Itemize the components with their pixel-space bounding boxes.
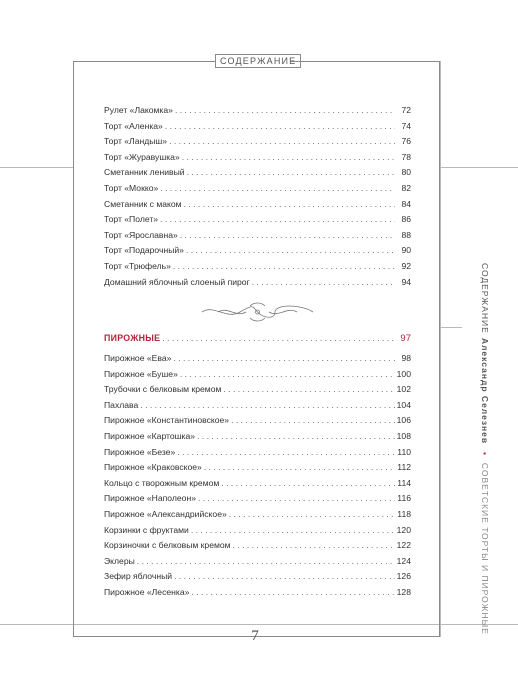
- toc-entry[interactable]: [104, 181, 411, 197]
- top-guide-line: [0, 167, 73, 168]
- toc-entry[interactable]: [104, 150, 411, 166]
- toc-entry-title: Торт «Ландыш»: [104, 136, 168, 147]
- leader-dots: [173, 259, 395, 275]
- toc-entry-title: Пирожное «Ева»: [104, 353, 172, 363]
- leader-dots: [186, 243, 395, 259]
- toc-entry-page: 104: [396, 399, 411, 410]
- toc-entry[interactable]: [104, 103, 411, 119]
- toc-entry-title: Пирожное «Краковское»: [104, 462, 202, 473]
- toc-entry[interactable]: [104, 243, 411, 259]
- toc-entry[interactable]: [104, 554, 411, 570]
- toc-entry-title: Торт «Мокко»: [104, 182, 159, 193]
- sidebar-separator: •: [480, 451, 490, 456]
- leader-dots: [174, 569, 395, 585]
- leader-dots: [191, 585, 394, 601]
- section-page: 97: [400, 333, 411, 344]
- leader-dots: [184, 197, 395, 213]
- leader-dots: [191, 523, 395, 539]
- leader-dots: [180, 228, 395, 244]
- toc-entry[interactable]: [104, 259, 411, 275]
- toc-pastries-list: [104, 351, 411, 601]
- toc-entry-page: 94: [401, 276, 411, 287]
- leader-dots: [198, 491, 395, 507]
- toc-entry[interactable]: [104, 491, 411, 507]
- toc-entry-page: 74: [401, 120, 411, 131]
- toc-entry[interactable]: [104, 165, 411, 181]
- leader-dots: [187, 165, 395, 181]
- leader-dots: [165, 119, 395, 135]
- toc-entry-page: 80: [401, 167, 411, 178]
- leader-dots: [177, 445, 395, 461]
- side-tick-line: [440, 327, 462, 328]
- toc-entry-title: Корзиночки с белковым кремом: [104, 540, 231, 551]
- leader-dots: [229, 507, 395, 523]
- toc-entry[interactable]: [104, 429, 411, 445]
- toc-entry-page: 86: [401, 214, 411, 225]
- toc-entry-title: Рулет «Лакомка»: [104, 105, 173, 115]
- toc-entry[interactable]: [104, 445, 411, 461]
- sidebar-section-label: СОДЕРЖАНИЕ: [480, 263, 490, 334]
- toc-entry-page: 110: [397, 446, 411, 457]
- toc-entry-title: Торт «Подарочный»: [104, 245, 184, 256]
- leader-dots: [160, 212, 395, 228]
- toc-entry-page: 78: [401, 151, 411, 162]
- section-title: ПИРОЖНЫЕ: [104, 333, 161, 343]
- sidebar-author-name: Александр Селезнев: [480, 338, 490, 445]
- leader-dots: [182, 150, 395, 166]
- toc-entry-title: Пирожное «Буше»: [104, 368, 178, 379]
- toc-entry[interactable]: [104, 228, 411, 244]
- leader-dots: [137, 554, 395, 570]
- toc-entry-title: Сметанник с маком: [104, 198, 182, 209]
- toc-entry[interactable]: [104, 523, 411, 539]
- toc-entry[interactable]: [104, 569, 411, 585]
- toc-entry-title: Пирожное «Картошка»: [104, 430, 196, 441]
- toc-entry[interactable]: [104, 197, 411, 213]
- sidebar-author: [480, 338, 490, 635]
- toc-entry-title: Торт «Полет»: [104, 214, 159, 225]
- toc-entry-title: Эклеры: [104, 555, 135, 566]
- toc-entry-title: Пахлава: [104, 399, 139, 410]
- toc-entry-page: 84: [401, 198, 411, 209]
- side-divider-line: [440, 61, 441, 637]
- toc-entry-title: Трубочки с белковым кремом: [104, 384, 222, 395]
- page-number: 7: [251, 628, 259, 644]
- leader-dots: [233, 538, 395, 554]
- toc-entry[interactable]: [104, 212, 411, 228]
- toc-entry-title: Пирожное «Наполеон»: [104, 493, 196, 504]
- toc-entry[interactable]: [104, 119, 411, 135]
- leader-dots: [180, 367, 395, 383]
- toc-entry-page: 88: [401, 229, 411, 240]
- leader-dots: [231, 413, 395, 429]
- top-guide-line-right: [440, 167, 518, 168]
- toc-entry-page: 122: [396, 540, 411, 551]
- toc-entry[interactable]: [104, 367, 411, 383]
- leader-dots: [204, 460, 395, 476]
- toc-entry-page: 124: [396, 555, 411, 566]
- toc-entry[interactable]: [104, 538, 411, 554]
- toc-cakes-list: [104, 103, 411, 290]
- toc-entry-page: 100: [396, 368, 411, 379]
- toc-entry-page: 76: [401, 136, 411, 147]
- header-label: СОДЕРЖАНИЕ: [215, 54, 301, 68]
- toc-entry-page: 114: [397, 477, 411, 488]
- leader-dots: [160, 181, 395, 197]
- leader-dots: [223, 382, 394, 398]
- toc-entry-title: Домашний яблочный слоеный пирог: [104, 276, 250, 287]
- toc-entry[interactable]: [104, 134, 411, 150]
- toc-entry-title: Торт «Журавушка»: [104, 151, 180, 162]
- toc-entry-page: 106: [396, 415, 411, 426]
- toc-entry-title: Торт «Ярославна»: [104, 229, 178, 240]
- toc-entry-title: Пирожное «Константиновское»: [104, 415, 230, 426]
- toc-entry-page: 82: [401, 182, 411, 193]
- leader-dots: [169, 134, 395, 150]
- toc-entry-page: 102: [396, 384, 411, 395]
- toc-entry[interactable]: [104, 460, 411, 476]
- toc-entry-title: Зефир яблочный: [104, 571, 173, 582]
- toc-entry[interactable]: [104, 413, 411, 429]
- toc-entry-title: Пирожное «Безе»: [104, 446, 176, 457]
- toc-entry[interactable]: [104, 275, 411, 291]
- toc-entry-page: 108: [396, 430, 411, 441]
- toc-entry-title: Пирожное «Александрийское»: [104, 508, 227, 519]
- ornament-divider-icon: [200, 300, 315, 324]
- section-heading-pastries: [104, 331, 411, 347]
- leader-dots: [175, 103, 395, 119]
- toc-entry-page: 126: [396, 571, 411, 582]
- leader-dots: [140, 398, 394, 414]
- leader-dots: [162, 331, 395, 347]
- toc-entry[interactable]: [104, 382, 411, 398]
- leader-dots: [173, 351, 395, 367]
- toc-entry-page: 72: [401, 105, 411, 115]
- toc-entry[interactable]: [104, 476, 411, 492]
- toc-entry-page: 118: [397, 508, 411, 519]
- toc-entry[interactable]: [104, 398, 411, 414]
- leader-dots: [221, 476, 395, 492]
- toc-entry-title: Пирожное «Лесенка»: [104, 586, 190, 597]
- leader-dots: [197, 429, 395, 445]
- toc-entry-page: 98: [401, 353, 411, 363]
- toc-entry-title: Кольцо с творожным кремом: [104, 477, 220, 488]
- leader-dots: [252, 275, 395, 291]
- toc-entry[interactable]: [104, 507, 411, 523]
- toc-entry-page: 92: [401, 260, 411, 271]
- toc-entry-title: Сметанник ленивый: [104, 167, 185, 178]
- toc-entry-title: Корзинки с фруктами: [104, 524, 189, 535]
- toc-entry-page: 120: [396, 524, 411, 535]
- toc-entry-page: 112: [397, 462, 411, 473]
- section-row[interactable]: [104, 331, 411, 347]
- toc-entry-page: 116: [397, 493, 411, 504]
- toc-entry-page: 90: [401, 245, 411, 256]
- toc-entry[interactable]: [104, 585, 411, 601]
- toc-entry-title: Торт «Трюфель»: [104, 260, 171, 271]
- page-header: [215, 52, 297, 70]
- sidebar-book-title: СОВЕТСКИЕ ТОРТЫ И ПИРОЖНЫЕ: [480, 462, 490, 635]
- toc-entry[interactable]: [104, 351, 411, 367]
- toc-entry-page: 128: [396, 586, 411, 597]
- toc-entry-title: Торт «Аленка»: [104, 120, 163, 131]
